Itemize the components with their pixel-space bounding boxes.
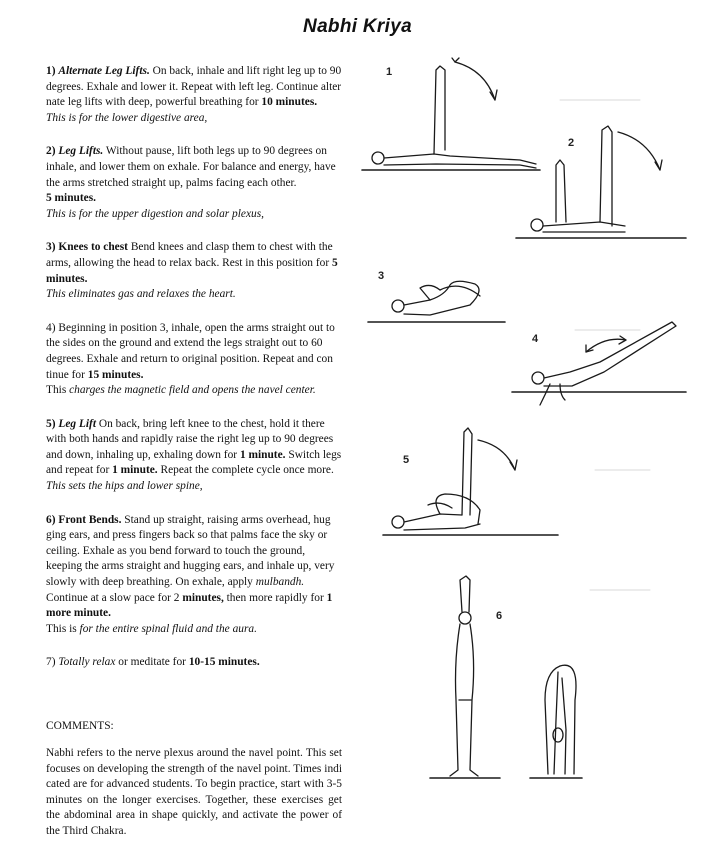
exercise-time: 1 minute. [112,464,158,477]
figure-label: 6 [496,610,503,622]
exercise-note: This is for the upper digestion and solar plexus, [46,207,265,220]
exercise-name: Alternate Leg Lifts. [58,65,150,77]
exercise-time: minutes, [182,591,224,604]
comments-heading: COMMENTS: [46,720,114,732]
exercise-number: 5) [46,417,56,430]
exercise-text: or meditate for [115,656,189,669]
exercise-text: Bend knees and clasp them to chest with the arms, allowing the head to relax back. Rest in this position for [46,241,333,269]
exercise-name: Knees to chest [58,241,128,254]
exercise-text: Stand up straight, raising arms overhead, hug ging ears, and press fingers back so that palms face the sky or ceiling. Exhale as you bend forward to touch the ground, keeping the arms straight and hugging ears, and inhale up, very slowly with deep breathing. On exhale, apply [46,513,335,589]
exercise-text: Without pause, lift both legs up to 90 degrees on inhale, and lower them on exhale. For balance and energy, have the arms stretched straight up, palms facing each other. [46,145,336,189]
exercise-name: Leg Lifts. [58,145,104,158]
exercise-note: This is for the lower digestive area, [46,111,208,124]
exercise-time: 1 more minute. [46,591,333,620]
figure-5-leg-lift [383,428,558,535]
exercise-note: This eliminates gas and relaxes the heart. [46,288,236,301]
exercise-name: Totally relax [58,656,116,669]
comments-body: Nabhi refers to the nerve plexus around the navel point. This set focuses on developing the strength of the navel point. Times indi cated are for advanced students. To begin practice, start with 3-5 minutes on the longer exercises. Together, these exercises get the abdominal area in shape quickly, and activate the power of the Third Chakra. [46,746,342,837]
exercise-text: Repeat the complete cycle once more. [157,464,334,477]
exercise-note-prefix: This [46,384,70,397]
figure-label: 4 [532,333,539,345]
exercise-note: charges the magnetic field and opens the navel center. [69,384,316,397]
exercise-number: 7) [46,656,56,669]
exercise-text: Beginning in position 3, inhale, open the arms straight out to the sides on the ground and extend the legs straight out to 60 degrees. Exhale and return to original position. Repeat and con tinue for [46,321,335,381]
exercise-name: Front Bends. [58,513,122,526]
exercise-time: 1 minute. [239,448,286,461]
exercise-time: 5 minutes. [46,256,338,285]
exercise-term: mulbandh. [255,576,305,589]
page-title: Nabhi Kriya [303,16,412,37]
figure-label: 1 [386,66,393,78]
exercise-text: then more rapidly for [223,591,327,604]
figure-6-front-bends [430,576,582,778]
figure-label: 3 [378,270,385,282]
figure-2-leg-lifts [516,126,686,238]
exercise-text: On back, inhale and lift right leg up to 90 degrees. Exhale and lower it. Repeat with left leg. Continue alter nate leg lifts with deep, powerful breathing for [46,65,342,109]
exercise-number: 4) [46,321,56,334]
exercise-number: 6) [46,513,56,526]
exercise-time: 10-15 minutes. [188,656,260,669]
background-ghost-marks [560,100,650,590]
exercise-text: Continue at a slow pace for 2 [46,591,183,604]
exercise-name: Leg Lift [58,417,96,430]
exercise-time: 15 minutes. [87,368,144,381]
exercise-number: 2) [46,145,56,158]
exercise-time: 10 minutes. [261,96,318,109]
exercise-text: On back, bring left knee to the chest, hold it there with both hands and rapidly raise the right leg up to 90 degrees and down, inhaling up, exhaling down for [46,417,334,461]
exercise-note: for the entire spinal fluid and the aura. [79,622,257,635]
exercise-number: 3) [46,241,56,254]
exercise-note: This sets the hips and lower spine, [46,480,203,493]
exercise-number: 1) [46,65,56,77]
figure-label: 2 [568,137,575,149]
figure-label: 5 [403,454,410,466]
exercise-text: Switch legs and repeat for [46,448,342,477]
exercise-note-prefix: This is [46,622,80,635]
exercise-time: 5 minutes. [46,192,96,205]
figure-3-knees-to-chest [368,281,505,322]
